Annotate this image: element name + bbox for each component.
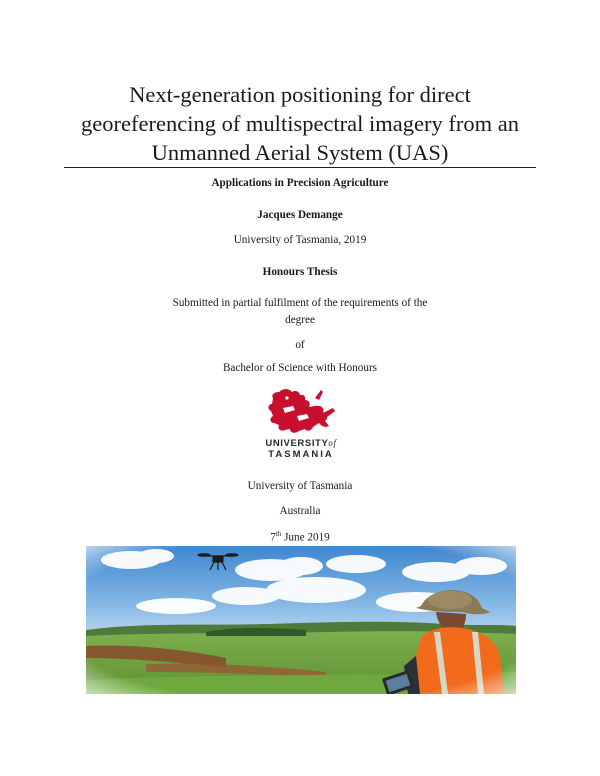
title-divider xyxy=(64,167,536,168)
logo-text-university xyxy=(259,438,343,449)
lion-emblem-icon xyxy=(259,386,343,436)
affiliation-year: University of Tasmania, 2019 xyxy=(233,234,367,246)
thesis-type: Honours Thesis xyxy=(262,266,338,278)
submission-statement-line1: Submitted in partial fulfilment of the requirements of the xyxy=(172,297,428,309)
submission-statement-line2: degree xyxy=(285,314,315,326)
country-name: Australia xyxy=(279,505,321,517)
logo-word-of: of xyxy=(328,438,337,448)
logo-text-tasmania: TASMANIA xyxy=(268,449,334,460)
cover-photo xyxy=(86,546,516,694)
submission-date xyxy=(100,527,500,545)
date-day: 7 xyxy=(270,531,276,544)
date-suffix: th xyxy=(275,530,282,538)
date-month-year: June 2019 xyxy=(281,531,330,544)
institution-name: University of Tasmania xyxy=(247,480,353,492)
degree-name: Bachelor of Science with Honours xyxy=(222,362,378,374)
university-logo xyxy=(259,386,343,462)
of-text: of xyxy=(295,339,305,351)
logo-word-university: UNIVERSITY xyxy=(265,438,329,449)
thesis-title: Next-generation positioning for direct georeferencing of multispectral imagery from an Unmanned Aerial System (UAS) xyxy=(81,82,519,165)
thesis-subtitle: Applications in Precision Agriculture xyxy=(211,177,389,189)
author-name: Jacques Demange xyxy=(257,209,343,221)
